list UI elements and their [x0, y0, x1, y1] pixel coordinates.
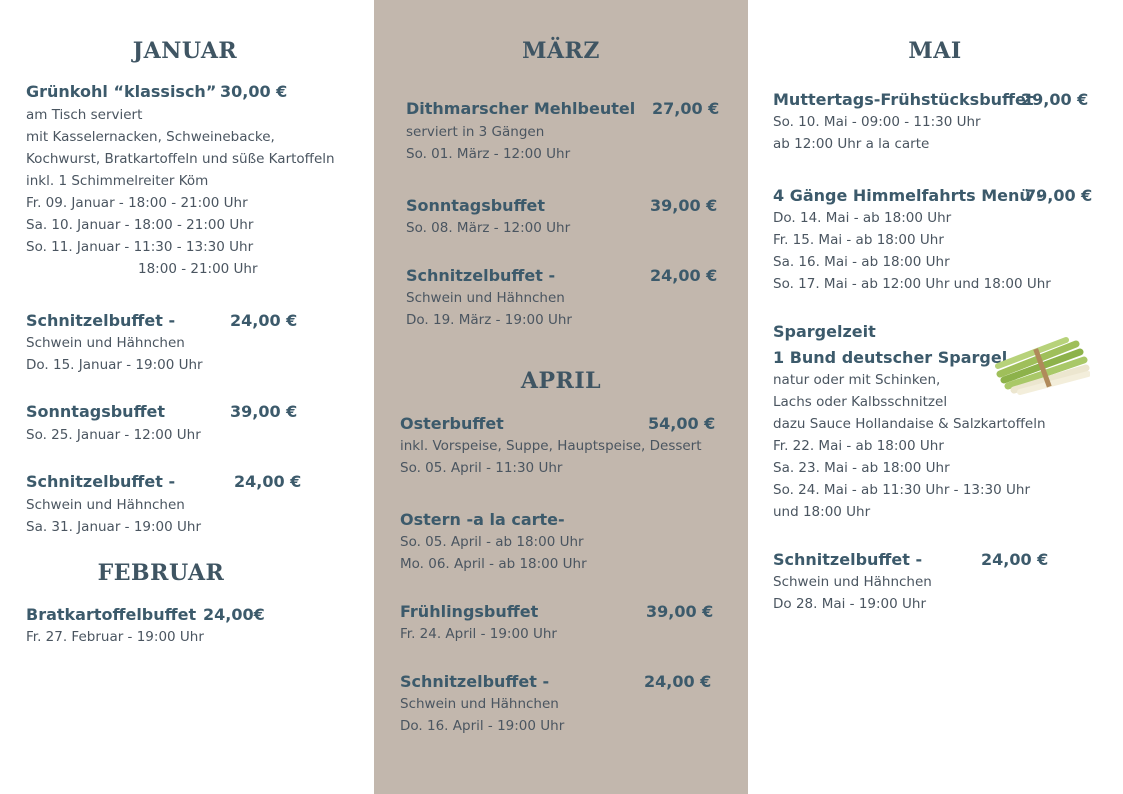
maerz-mehlbeutel-line: serviert in 3 Gängen	[406, 124, 545, 140]
asparagus-image	[994, 330, 1090, 396]
jan-schnitzel2-price: 24,00 €	[234, 472, 302, 491]
april-oster-line: inkl. Vorspeise, Suppe, Hauptspeise, Dessert	[400, 438, 702, 454]
april-schnitzel-line: Do. 16. April - 19:00 Uhr	[400, 718, 565, 734]
gruenkohl-line: Fr. 09. Januar - 18:00 - 21:00 Uhr	[26, 195, 248, 211]
maerz-mehlbeutel-price: 27,00 €	[652, 99, 720, 118]
mai-schnitzel-title: Schnitzelbuffet -	[773, 550, 923, 569]
mai-himmelfahrt-price: 79,00 €	[1025, 186, 1093, 205]
mai-himmelfahrt-line: Do. 14. Mai - ab 18:00 Uhr	[773, 210, 952, 226]
jan-schnitzel1-title: Schnitzelbuffet -	[26, 311, 176, 330]
gruenkohl-line: 18:00 - 21:00 Uhr	[138, 261, 258, 277]
mai-spargel-subtitle: 1 Bund deutscher Spargel	[773, 348, 1008, 367]
gruenkohl-line: Kochwurst, Bratkartoffeln und süße Kartoffeln	[26, 151, 335, 167]
heading-april: APRIL	[520, 368, 602, 394]
gruenkohl-line: So. 11. Januar - 11:30 - 13:30 Uhr	[26, 239, 254, 255]
april-ostern-line: So. 05. April - ab 18:00 Uhr	[400, 534, 584, 550]
jan-schnitzel2-line: Schwein und Hähnchen	[26, 497, 185, 513]
feb-brat-title: Bratkartoffelbuffet	[26, 605, 197, 624]
mai-himmelfahrt-line: So. 17. Mai - ab 12:00 Uhr und 18:00 Uhr	[773, 276, 1051, 292]
maerz-sonntag-title: Sonntagsbuffet	[406, 196, 546, 215]
maerz-schnitzel-line: Do. 19. März - 19:00 Uhr	[406, 312, 572, 328]
jan-schnitzel1-price: 24,00 €	[230, 311, 298, 330]
mai-schnitzel-price: 24,00 €	[981, 550, 1049, 569]
april-fruehling-title: Frühlingsbuffet	[400, 602, 539, 621]
jan-schnitzel1-line: Schwein und Hähnchen	[26, 335, 185, 351]
mai-schnitzel-line: Schwein und Hähnchen	[773, 574, 932, 590]
feb-brat-price: 24,00€	[203, 605, 265, 624]
april-oster-title: Osterbuffet	[400, 414, 504, 433]
heading-maerz: MÄRZ	[522, 38, 600, 64]
gruenkohl-title: Grünkohl “klassisch”	[26, 82, 217, 101]
april-oster-line: So. 05. April - 11:30 Uhr	[400, 460, 563, 476]
jan-sonntag-title: Sonntagsbuffet	[26, 402, 166, 421]
mai-spargel-line: Fr. 22. Mai - ab 18:00 Uhr	[773, 438, 944, 454]
mai-spargel-line: und 18:00 Uhr	[773, 504, 871, 520]
jan-schnitzel2-title: Schnitzelbuffet -	[26, 472, 176, 491]
april-ostern-line: Mo. 06. April - ab 18:00 Uhr	[400, 556, 587, 572]
mai-muttertag-line: So. 10. Mai - 09:00 - 11:30 Uhr	[773, 114, 981, 130]
mai-spargel-line: Lachs oder Kalbsschnitzel	[773, 394, 948, 410]
mai-schnitzel-line: Do 28. Mai - 19:00 Uhr	[773, 596, 927, 612]
jan-sonntag-line: So. 25. Januar - 12:00 Uhr	[26, 427, 201, 443]
mai-muttertag-price: 29,00 €	[1021, 90, 1089, 109]
maerz-sonntag-line: So. 08. März - 12:00 Uhr	[406, 220, 571, 236]
april-fruehling-price: 39,00 €	[646, 602, 714, 621]
mai-himmelfahrt-line: Sa. 16. Mai - ab 18:00 Uhr	[773, 254, 950, 270]
april-oster-price: 54,00 €	[648, 414, 716, 433]
mai-spargel-line: So. 24. Mai - ab 11:30 Uhr - 13:30 Uhr	[773, 482, 1031, 498]
mai-spargel-line: Sa. 23. Mai - ab 18:00 Uhr	[773, 460, 950, 476]
maerz-mehlbeutel-line: So. 01. März - 12:00 Uhr	[406, 146, 571, 162]
gruenkohl-line: inkl. 1 Schimmelreiter Köm	[26, 173, 209, 189]
april-schnitzel-line: Schwein und Hähnchen	[400, 696, 559, 712]
mai-himmelfahrt-line: Fr. 15. Mai - ab 18:00 Uhr	[773, 232, 944, 248]
maerz-mehlbeutel-title: Dithmarscher Mehlbeutel	[406, 99, 636, 118]
gruenkohl-line: Sa. 10. Januar - 18:00 - 21:00 Uhr	[26, 217, 254, 233]
maerz-schnitzel-price: 24,00 €	[650, 266, 718, 285]
heading-februar: FEBRUAR	[97, 560, 225, 586]
mai-spargel-line: dazu Sauce Hollandaise & Salzkartoffeln	[773, 416, 1046, 432]
april-schnitzel-title: Schnitzelbuffet -	[400, 672, 550, 691]
gruenkohl-price: 30,00 €	[220, 82, 288, 101]
gruenkohl-line: am Tisch serviert	[26, 107, 143, 123]
heading-mai: MAI	[908, 38, 962, 64]
gruenkohl-line: mit Kasselernacken, Schweinebacke,	[26, 129, 275, 145]
april-fruehling-line: Fr. 24. April - 19:00 Uhr	[400, 626, 557, 642]
mai-muttertag-line: ab 12:00 Uhr a la carte	[773, 136, 930, 152]
mai-spargel-title: Spargelzeit	[773, 322, 876, 341]
maerz-schnitzel-title: Schnitzelbuffet -	[406, 266, 556, 285]
mai-muttertag-title: Muttertags-Frühstücksbuffet	[773, 90, 1034, 109]
mai-himmelfahrt-title: 4 Gänge Himmelfahrts Menü -	[773, 186, 1043, 205]
heading-januar: JANUAR	[132, 38, 238, 64]
feb-brat-line: Fr. 27. Februar - 19:00 Uhr	[26, 629, 204, 645]
maerz-sonntag-price: 39,00 €	[650, 196, 718, 215]
april-ostern-title: Ostern -a la carte-	[400, 510, 565, 529]
april-schnitzel-price: 24,00 €	[644, 672, 712, 691]
jan-schnitzel2-line: Sa. 31. Januar - 19:00 Uhr	[26, 519, 202, 535]
mai-spargel-line: natur oder mit Schinken,	[773, 372, 941, 388]
jan-schnitzel1-line: Do. 15. Januar - 19:00 Uhr	[26, 357, 203, 373]
jan-sonntag-price: 39,00 €	[230, 402, 298, 421]
maerz-schnitzel-line: Schwein und Hähnchen	[406, 290, 565, 306]
